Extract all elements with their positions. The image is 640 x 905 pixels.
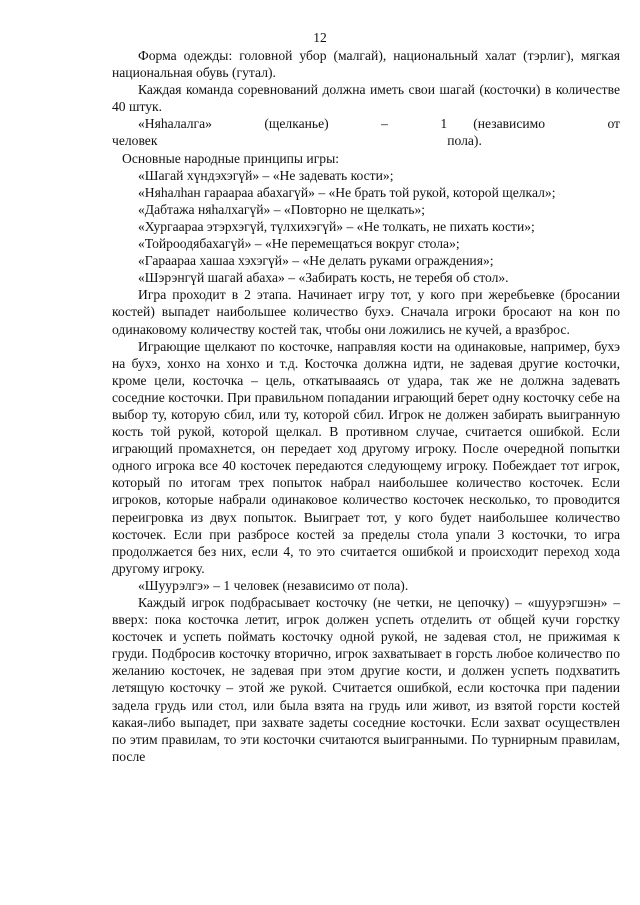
paragraph-principles-heading: Основные народные принципы игры: xyxy=(122,150,339,166)
page-number: 12 xyxy=(313,30,327,45)
rule-item: «Шагай хүндэхэгүй» – «Не задевать кости»; xyxy=(138,167,394,183)
rule-item: «Тойроодябахагүй» – «Не перемещаться вокруг стола»; xyxy=(138,236,460,252)
paragraph-shuurelge-rules: Каждый игрок подбрасывает косточку (не четки, не цепочку) – «шуурэгшэн» – вверх: пока косточка летит, игрок должен успеть отделить от общей кучи горстку косточек и успеть поймать косточку одной рукой, не задевая стол, не прижимая к груди. Подбросив косточку вторично, игрок захватывает в горсть любое количество по желанию косточек, не задевая при этом другие кости, и должен успеть подхватить летящую косточку – этой же рукой. Считается ошибкой, если косточка при падении задела грудь или стол, или была взята на грудь или живот, из взятой горсти костей какая-либо выпадет, при захвате задеты соседние косточки. Если захват осуществлен по этим правилам, то эти косточки считаются выигранными. По турнирным правилам, после xyxy=(112,595,620,764)
paragraph-clothing: Форма одежды: головной убор (малгай), национальный халат (тэрлиг), мягкая национальная обувь (гутал). xyxy=(112,48,620,81)
rule-item: «Хургаараа этэрхэгүй, түлхихэгүй» – «Не толкать, не пихать кости»; xyxy=(138,218,535,234)
nyahalalga-note: (независимо от пола). xyxy=(447,116,620,149)
document-body xyxy=(112,47,620,765)
paragraph-nyahalalga xyxy=(112,115,620,149)
paragraph-game-rules: Играющие щелкают по косточке, направляя кости на одинаковые, например, бухэ на бухэ, хонхо на хонхо и т.д. Косточка должна идти, не задевая другие косточки, кроме цели, косточка – цель, откатывааясь от удара, так же не должна задевать соседние косточки. При правильном попадании играющий берет одну косточку себе на выбор ту, которую сбил, или ту, которой сбил. Игрок не должен забирать выигранную кость той рукой, которой щелкал. В противном случае, считается ошибкой. Если играющий промахнется, он передает ход другому игроку. После очередной попытки одного игрока все 40 косточек передаются следующему игроку. Побеждает тот игрок, который по итогам трех попыток набрал наибольшее количество косточек. Если игроков, которые набрали одинаковое количество косточек несколько, то проводится переигровка из двух попыток. Выиграет тот, у кого будет наибольшее количество косточек. Если при разбросе костей за пределы стола упали 3 косточки, то игра продолжается без них, если 4, то это считается ошибкой и происходит переход хода другому игроку. xyxy=(112,338,620,576)
rule-item: «Няhалhан гараараа абахагүй» – «Не брать той рукой, которой щелкал»; xyxy=(138,184,556,200)
paragraph-team-bones: Каждая команда соревнований должна иметь свои шагай (косточки) в количестве 40 штук. xyxy=(112,82,620,115)
rule-item: «Дабтажа няhалхагүй» – «Повторно не щелкать»; xyxy=(138,201,426,217)
rule-item: «Шэрэнгүй шагай абаха» – «Забирать кость, не теребя об стол». xyxy=(138,270,509,286)
nyahalalga-label: «Няhалалга» (щелканье) – 1 человек xyxy=(112,116,448,149)
paragraph-game-stages: Игра проходит в 2 этапа. Начинает игру тот, у кого при жеребьевке (бросании костей) выпадет наибольшее количество бухэ. Сначала игроки бросают на кон по одинаковому количеству костей так, чтобы они ложились не кучей, а вразброс. xyxy=(112,287,620,337)
rule-item: «Гараараа хашаа хэхэгүй» – «Не делать руками ограждения»; xyxy=(138,253,494,269)
paragraph-shuurelge: «Шуурэлгэ» – 1 человек (независимо от пола). xyxy=(138,577,409,593)
